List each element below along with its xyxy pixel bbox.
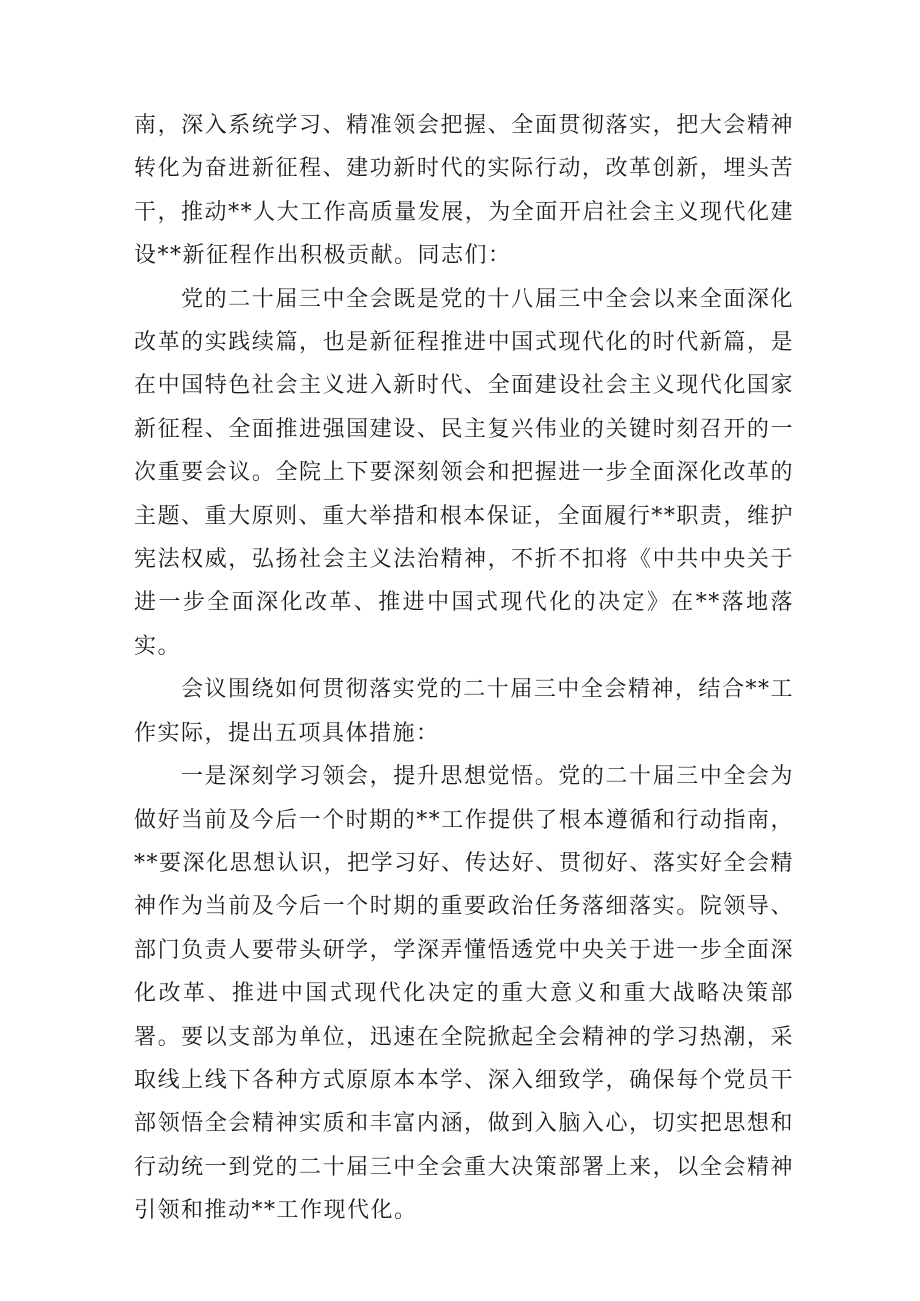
paragraph-plenary-significance: 党的二十届三中全会既是党的十八届三中全会以来全面深化改革的实践续篇，也是新征程推进中国式现代化的时代新篇，是在中国特色社会主义进入新时代、全面建设社会主义现代化国家新征程、全面推进强国建设、民主复兴伟业的关键时刻召开的一次重要会议。全院上下要深刻领会和把握进一步全面深化改革的主题、重大原则、重大举措和根本保证，全面履行**职责，维护宪法权威，弘扬社会主义法治精神，不折不扣将《中共中央关于进一步全面深化改革、推进中国式现代化的决定》在**落地落实。: [134, 286, 794, 659]
paragraph-continuation: 南，深入系统学习、精准领会把握、全面贯彻落实，把大会精神转化为奋进新征程、建功新时代的实际行动，改革创新，埋头苦干，推动**人大工作高质量发展，为全面开启社会主义现代化建设**新征程作出积极贡献。同志们：: [134, 113, 794, 269]
document-body: [134, 104, 794, 1233]
paragraph-measure-one: 一是深刻学习领会，提升思想觉悟。党的二十届三中全会为做好当前及今后一个时期的**工作提供了根本遵循和行动指南，**要深化思想认识，把学习好、传达好、贯彻好、落实好全会精神作为当前及今后一个时期的重要政治任务落细落实。院领导、部门负责人要带头研学，学深弄懂悟透党中央关于进一步全面深化改革、推进中国式现代化决定的重大意义和重大战略决策部署。要以支部为单位，迅速在全院掀起全会精神的学习热潮，采取线上线下各种方式原原本本学、深入细致学，确保每个党员干部领悟全会精神实质和丰富内涵，做到入脑入心，切实把思想和行动统一到党的二十届三中全会重大决策部署上来，以全会精神引领和推动**工作现代化。: [134, 764, 794, 1224]
paragraph-measures-intro: 会议围绕如何贯彻落实党的二十届三中全会精神，结合**工作实际，提出五项具体措施：: [134, 677, 794, 746]
